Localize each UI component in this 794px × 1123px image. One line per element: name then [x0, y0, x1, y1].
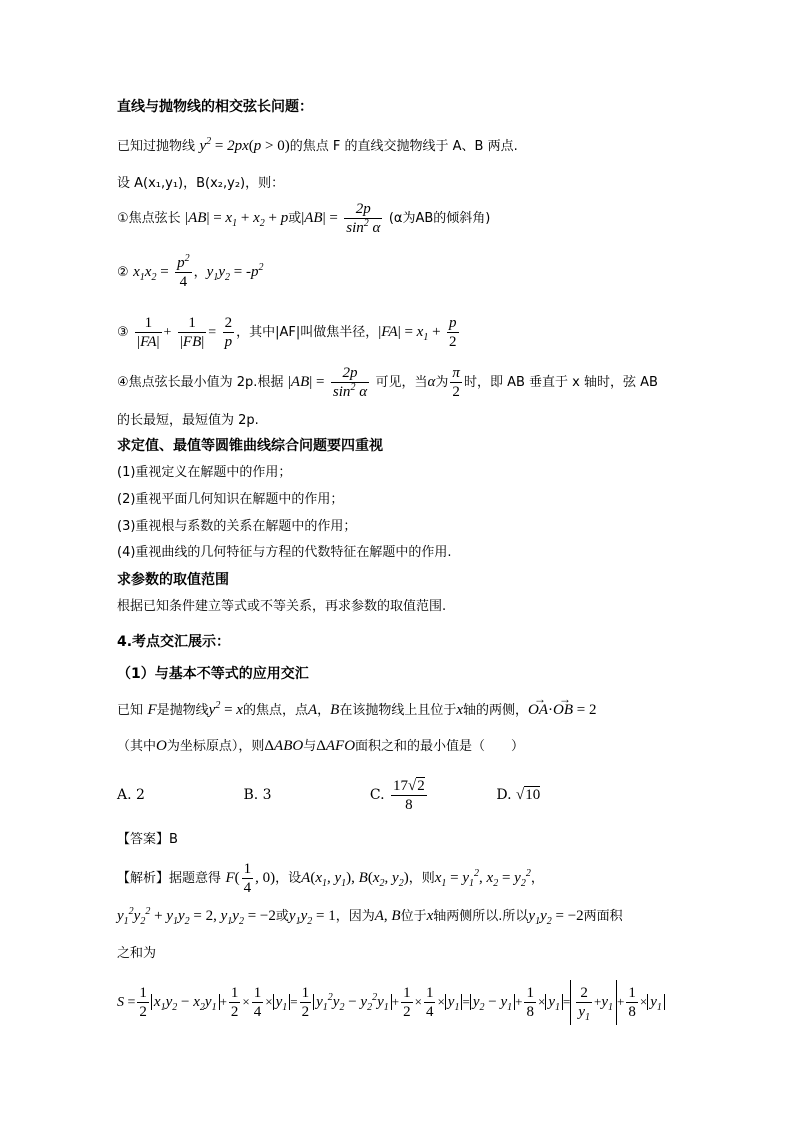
formula-abs-y1-d: $y_1$: [647, 994, 665, 1010]
item3-fraction-b: $\frac{1}{|FB|}$: [179, 314, 205, 350]
heading-parameter-range: 求参数的取值范围: [117, 572, 229, 588]
problem-line-2: [117, 736, 524, 757]
prob-text-b: 是抛物线: [156, 703, 209, 718]
item4-text-c: 为: [435, 375, 449, 390]
prob-dot-product: → OA·→ OB = 2: [528, 702, 596, 718]
item4-text-d: 时，即 AB 垂直于 x 轴时，弦 AB: [463, 375, 658, 390]
an2-equation: $y_1^2y_2^2 + y_1y_2 = 2$, $y_1y_2 = -2$: [117, 906, 276, 927]
option-d-sqrt: √10: [516, 787, 541, 803]
analysis-line-1: [117, 858, 544, 899]
prob2-O: O: [156, 738, 167, 754]
item1-fraction: $\frac{2p}{\sin^2 \alpha}$: [346, 200, 381, 236]
list-item-3: (3)重视根与系数的关系在解题中的作用；: [117, 519, 357, 534]
parabola-equation: $y^2 = 2px(p > 0)$: [199, 136, 290, 154]
analysis-line-2: [117, 906, 623, 927]
item-2: [117, 252, 263, 293]
item3-formula: $|FA| = x_1$ +: [378, 324, 441, 343]
item3-fraction-d: $\frac{p}{2}$: [449, 314, 457, 350]
item3-text-b: ，其中|AF|叫做焦半径，: [236, 325, 379, 340]
item4-formula: |AB| =: [287, 374, 325, 390]
an2-text-e: 两面积: [583, 909, 623, 924]
item1-text-a: ①焦点弦长: [117, 211, 181, 226]
heading-exam-points: 4.考点交汇展示：: [117, 634, 231, 650]
item2-text-a: ②: [117, 265, 129, 280]
formula-quarter-1: $\frac{1}{4}$: [253, 985, 262, 1020]
prob2-triangle-abo: ΔABO: [264, 738, 304, 754]
prob2-text-b: 为坐标原点），则: [166, 739, 265, 754]
option-c-fraction: $\frac{17√2}{8}$: [393, 777, 425, 813]
heading-four-emphases: 求定值、最值等圆锥曲线综合问题要四重视: [117, 438, 383, 454]
an1-points: $A(x_1$, $y_1$), $B(x_2$, $y_2$): [301, 870, 409, 889]
prob-text-a: 已知: [117, 703, 144, 718]
item3-fraction-a: $\frac{1}{|FA|}$: [137, 314, 160, 350]
prob-x: x: [456, 702, 464, 718]
heading-chord-length: 直线与抛物线的相交弦长问题：: [117, 99, 313, 115]
area-formula: S = $\frac{1}{2}$ $x_1y_2 - x_2y_1$ + $\frac{1}{2}$ × $\frac{1}{4}$ × $y_1$ = $\frac{1}{2}$ $y_1^2y_2 - y_2^2y_1$ + $\frac{1}{2}$ × $\frac{1}{4}$ × $y_1 = y_2 - y_1$ + $\frac{1}{8}$ × $y_1$ = $\frac{2}{y_1}$ $+y_1$ + $\frac{1}{8}$ × $y_1$: [117, 980, 665, 1025]
answer-line: 【答案】B: [117, 832, 178, 847]
option-b[interactable]: B. 3: [243, 787, 272, 803]
prob-parabola: $y^2 = x$: [208, 700, 243, 718]
option-d-label: D.: [496, 787, 512, 803]
item4-alpha: α: [427, 374, 436, 390]
an1-focus-fraction: $\frac{1}{4}$: [243, 860, 252, 896]
an1-text-c: ，则: [408, 871, 435, 886]
formula-half-3: $\frac{1}{2}$: [301, 985, 310, 1020]
formula-abs-y1-a: $y_1$: [273, 994, 291, 1010]
an2-text-c: 位于: [400, 909, 427, 924]
item1-text-c: (α为AB的倾斜角): [388, 211, 491, 226]
intro-text-a: 已知过抛物线: [117, 139, 196, 154]
subheading-inequality: （1）与基本不等式的应用交汇: [117, 666, 309, 682]
formula-abs-3: $y_2 - y_1$: [470, 994, 515, 1010]
setup-line: 设 A(x₁,y₁)，B(x₂,y₂)，则：: [117, 176, 285, 191]
list-item-4: (4)重视曲线的几何特征与方程的代数特征在解题中的作用.: [117, 545, 452, 560]
item-3: ③ $\frac{1}{|FA|}$ + $\frac{1}{|FB|}$ = $\frac{2}{p}$ ，其中|AF|叫做焦半径，$|FA| = x_1$ + $\frac{p}{2}$: [117, 314, 457, 350]
analysis-line-3: 之和为: [117, 946, 157, 961]
item1-text-b: 或: [288, 211, 302, 226]
item1-formula-a: $|AB| = x_1 + x_2 + p$: [185, 210, 289, 229]
formula-abs-4: $\frac{2}{y_1}$ $+y_1$: [570, 980, 617, 1025]
an2-x: x: [426, 908, 434, 924]
an2-AB: A, B: [374, 908, 401, 924]
item2-formula: $x_1x_2$ =: [133, 264, 169, 283]
formula-abs-1: $x_1y_2 - x_2y_1$: [151, 994, 220, 1010]
formula-abs-y1-b: $y_1$: [445, 994, 463, 1010]
list-item-1: (1)重视定义在解题中的作用；: [117, 465, 292, 480]
item-4-line2: 的长最短，最短值为 2p.: [117, 413, 259, 428]
item2-fraction: $\frac{p^2}{4}$: [177, 252, 190, 290]
prob-text-f: 轴的两侧，: [463, 703, 529, 718]
formula-eighth-1: $\frac{1}{8}$: [526, 985, 534, 1020]
formula-half-1: $\frac{1}{2}$: [139, 985, 147, 1020]
formula-half-4: $\frac{1}{2}$: [403, 985, 411, 1020]
an1-text-a: 【解析】据题意得: [117, 871, 222, 886]
an1-text-b: ，设: [275, 871, 302, 886]
list-item-2: (2)重视平面几何知识在解题中的作用；: [117, 492, 344, 507]
intro-text-b: 的焦点 F 的直线交抛物线于 A、B 两点.: [289, 139, 518, 154]
an2-product: $y_1y_2 = -2$: [528, 908, 584, 927]
an2-text-a: 或: [275, 909, 289, 924]
an1-comma: ，: [530, 871, 544, 886]
an1-focus-tail: , 0): [255, 870, 276, 886]
prob2-text-c: 与: [303, 739, 317, 754]
prob-A: A: [307, 702, 318, 718]
prob-F: F: [147, 702, 157, 718]
problem-line-1: [117, 700, 597, 721]
prob-text-d: ，: [317, 703, 331, 718]
options-row: [117, 775, 618, 815]
an1-relations: $x_1 = y_1^2$, $x_2 = y_2^2$: [434, 868, 531, 889]
item2-formula-b: $y_1y_2 = -p^2$: [206, 262, 264, 283]
an1-focus: F(: [225, 870, 240, 886]
item2-comma: ，: [193, 265, 207, 280]
item4-pi-fraction: $\frac{\pi}{2}$: [452, 364, 460, 400]
parameter-range-text: 根据已知条件建立等式或不等关系，再求参数的取值范围.: [117, 599, 447, 614]
intro-line: [117, 136, 518, 157]
item4-text-b: 可见，当: [375, 375, 428, 390]
item3-fraction-c: $\frac{2}{p}$: [224, 314, 233, 350]
formula-half-2: $\frac{1}{2}$: [230, 985, 239, 1020]
formula-eighth-2: $\frac{1}{8}$: [628, 985, 636, 1020]
an2-text-b: ，因为: [335, 909, 375, 924]
formula-S: S =: [117, 995, 136, 1010]
item1-formula-b: |AB| =: [301, 210, 338, 226]
formula-abs-y1-c: $y_1$: [545, 994, 563, 1010]
item3-text-a: ③: [117, 325, 129, 340]
item-1: [117, 198, 490, 239]
prob2-text-d: 面积之和的最小值是（ ）: [355, 739, 525, 754]
an2-text-d: 轴两侧所以.所以: [433, 909, 529, 924]
option-d[interactable]: [496, 775, 618, 815]
formula-abs-2: $y_1^2y_2 - y_2^2y_1$: [313, 994, 392, 1010]
option-a[interactable]: A. 2: [117, 787, 145, 803]
an2-alt: $y_1y_2 = 1$: [288, 908, 336, 927]
prob2-triangle-afo: ΔAFO: [316, 738, 356, 754]
option-c[interactable]: [370, 775, 492, 815]
item4-fraction: $\frac{2p}{\sin^2 \alpha}$: [332, 364, 368, 400]
option-c-label: C.: [369, 787, 385, 803]
formula-two-over-y1: $\frac{2}{y_1}$: [578, 985, 590, 1023]
formula-quarter-2: $\frac{1}{4}$: [425, 985, 434, 1020]
prob-B: B: [330, 702, 340, 718]
prob2-text-a: （其中: [117, 739, 157, 754]
item4-text-a: ④焦点弦长最小值为 2p.根据: [117, 375, 284, 390]
item-4: [117, 362, 658, 403]
prob-text-c: 的焦点，点: [242, 703, 308, 718]
prob-text-e: 在该抛物线上且位于: [339, 703, 457, 718]
